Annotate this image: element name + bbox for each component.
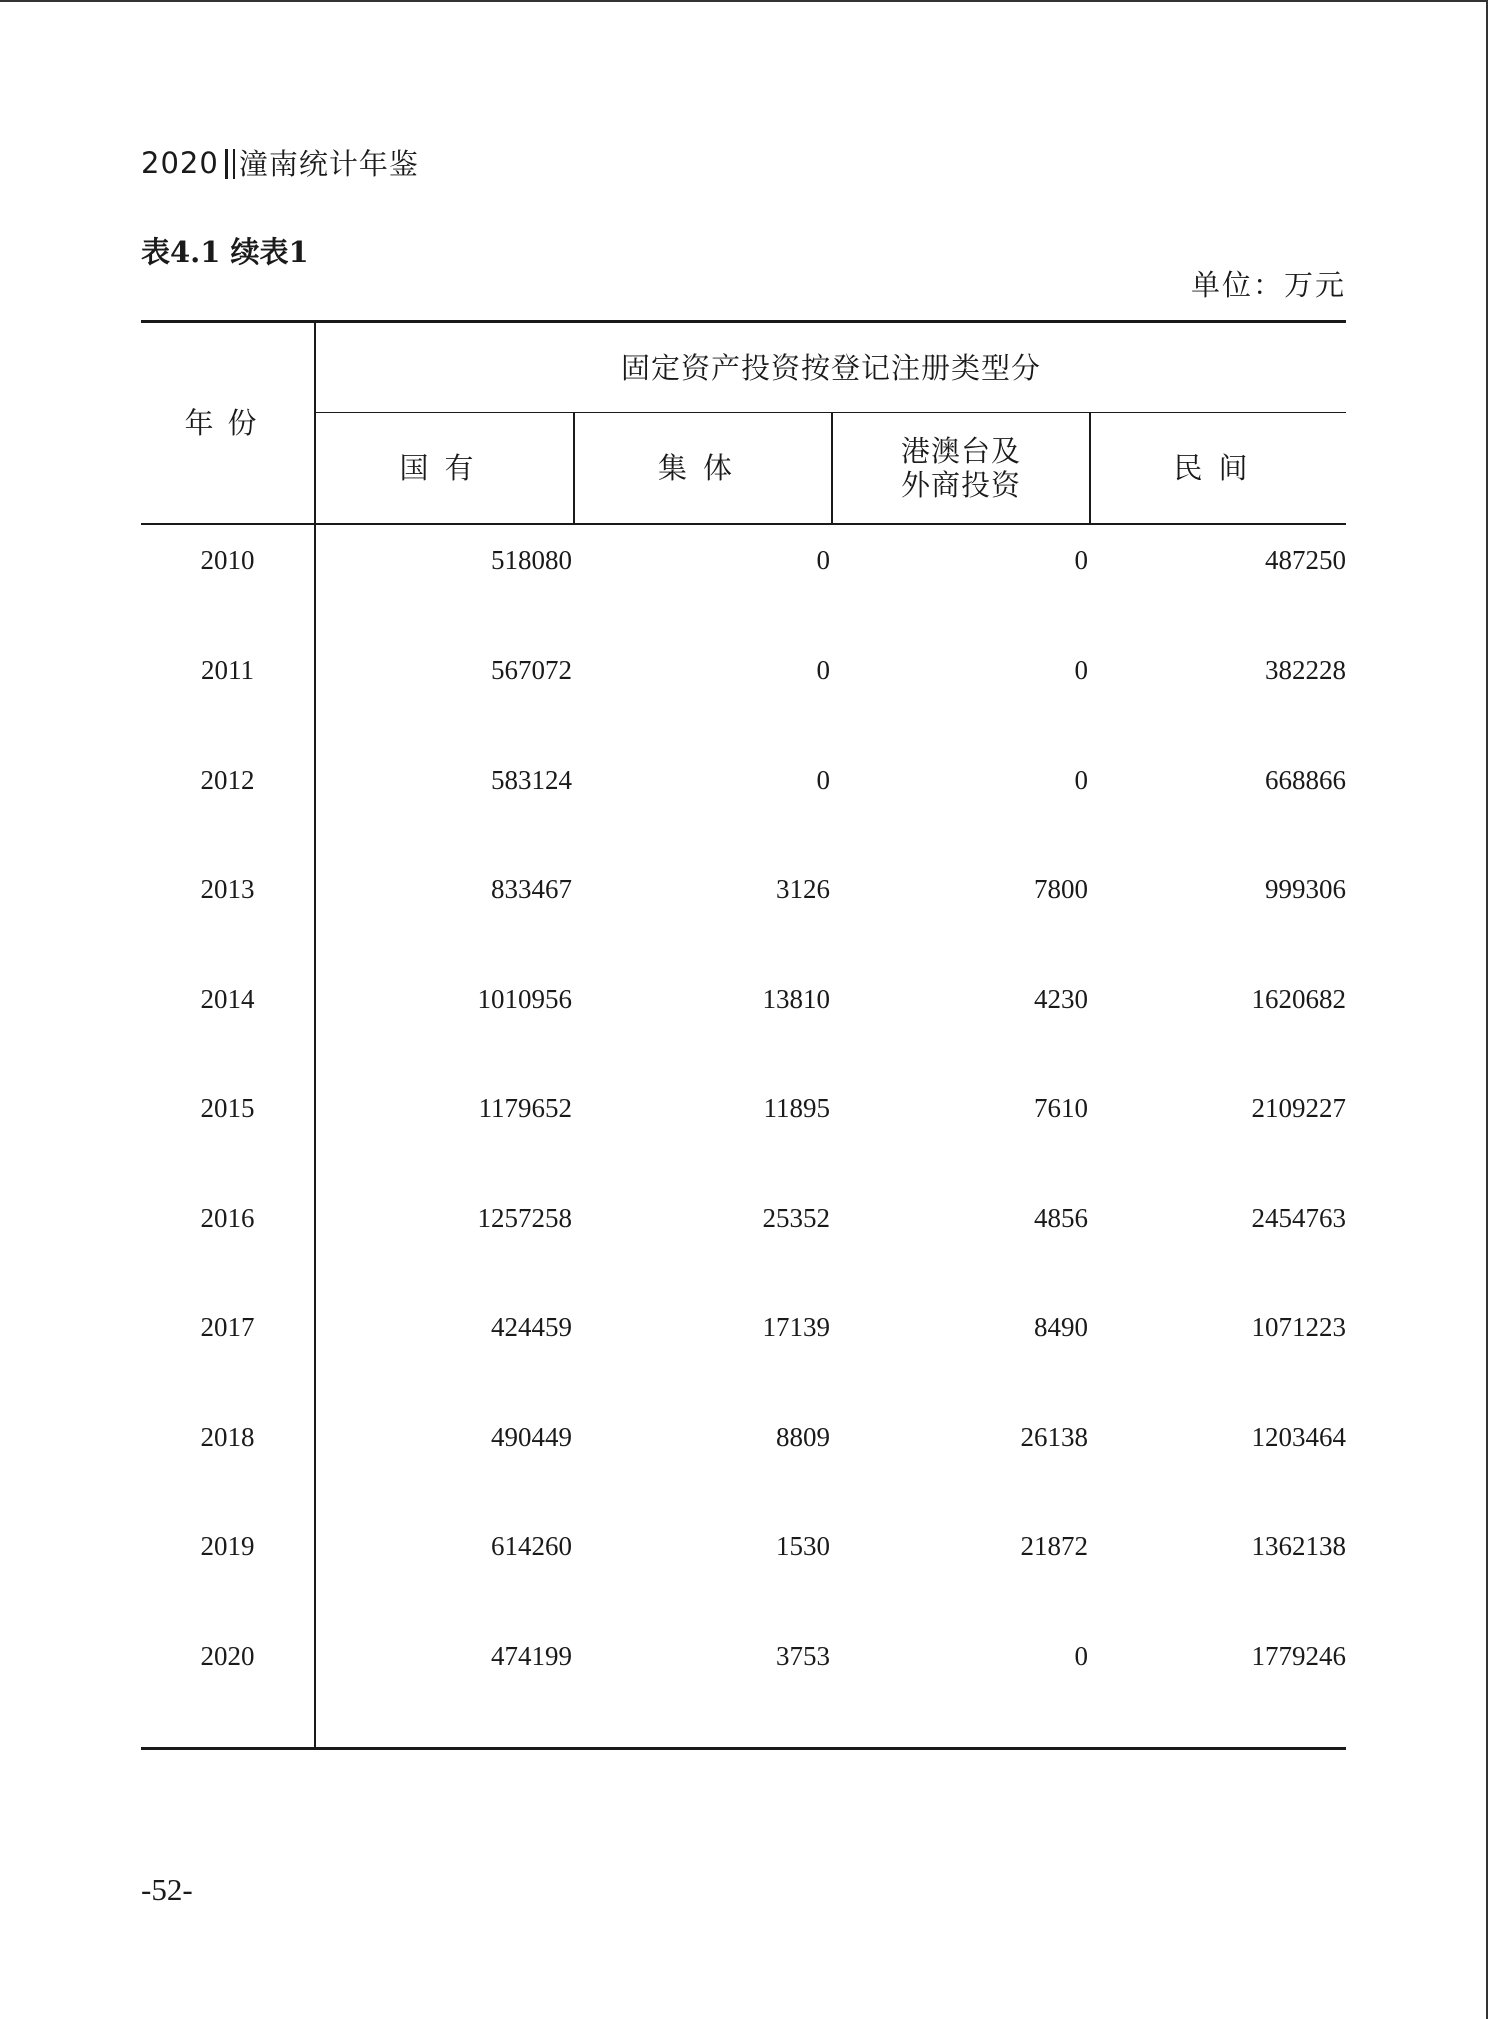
row-year: 2017	[200, 1312, 255, 1342]
group-header: 固定资产投资按登记注册类型分	[620, 350, 1041, 385]
cell-foreign: 21872	[1020, 1531, 1088, 1561]
cell-collective: 17139	[762, 1312, 830, 1342]
table-row	[141, 650, 1346, 690]
cell-private: 999306	[1265, 874, 1346, 904]
row-year: 2010	[200, 545, 255, 575]
cell-foreign: 7610	[1034, 1093, 1088, 1123]
table-row	[141, 1088, 1346, 1128]
cell-collective: 25352	[762, 1203, 830, 1233]
cell-collective: 0	[816, 545, 830, 575]
cell-collective: 13810	[762, 984, 830, 1014]
cell-private: 1362138	[1251, 1531, 1346, 1561]
cell-state-owned: 567072	[491, 655, 572, 685]
cell-collective: 0	[816, 655, 830, 685]
cell-private: 1620682	[1251, 984, 1346, 1014]
cell-private: 668866	[1265, 765, 1346, 795]
cell-foreign: 0	[1074, 765, 1088, 795]
cell-state-owned: 518080	[491, 545, 572, 575]
table-row	[141, 540, 1346, 580]
table-title: 表4.1 续表1	[141, 235, 309, 269]
cell-foreign: 4856	[1034, 1203, 1088, 1233]
cell-private: 487250	[1265, 545, 1346, 575]
column-header-collective: 集体	[657, 451, 748, 485]
cell-state-owned: 424459	[491, 1312, 572, 1342]
column-header-private: 民间	[1173, 451, 1264, 485]
cell-state-owned: 1179652	[478, 1093, 572, 1123]
year-header: 年份	[184, 406, 271, 440]
row-year: 2012	[200, 765, 255, 795]
cell-private: 382228	[1265, 655, 1346, 685]
cell-state-owned: 490449	[491, 1422, 572, 1452]
row-year: 2015	[200, 1093, 255, 1123]
running-head-year: 2020	[141, 145, 219, 180]
cell-foreign: 8490	[1034, 1312, 1088, 1342]
table-row	[141, 979, 1346, 1019]
table-header-rule	[141, 523, 1346, 525]
cell-state-owned: 833467	[491, 874, 572, 904]
table-row	[141, 869, 1346, 909]
cell-collective: 3753	[776, 1641, 830, 1671]
cell-state-owned: 583124	[491, 765, 572, 795]
table-row	[141, 1526, 1346, 1566]
table-row	[141, 1198, 1346, 1238]
column-header-state-owned: 国有	[399, 451, 490, 485]
double-bar-separator-icon	[225, 149, 235, 179]
cell-foreign: 0	[1074, 545, 1088, 575]
cell-foreign: 4230	[1034, 984, 1088, 1014]
unit-label: 单位：万元	[1190, 268, 1346, 302]
cell-state-owned: 1010956	[477, 984, 572, 1014]
cell-collective: 1530	[776, 1531, 830, 1561]
cell-collective: 8809	[776, 1422, 830, 1452]
row-year: 2020	[200, 1641, 255, 1671]
table-row	[141, 1417, 1346, 1457]
cell-collective: 0	[816, 765, 830, 795]
table-row	[141, 760, 1346, 800]
row-year: 2013	[200, 874, 255, 904]
running-head	[141, 142, 419, 183]
cell-private: 2109227	[1251, 1093, 1346, 1123]
column-header-foreign: 港澳台及 外商投资	[900, 434, 1021, 502]
cell-foreign: 0	[1074, 1641, 1088, 1671]
cell-private: 1779246	[1251, 1641, 1346, 1671]
row-year: 2019	[200, 1531, 255, 1561]
table-row	[141, 1636, 1346, 1676]
cell-private: 1071223	[1251, 1312, 1346, 1342]
table-bottom-rule	[141, 1747, 1346, 1750]
cell-foreign: 0	[1074, 655, 1088, 685]
page-number: -52-	[141, 1872, 193, 1907]
row-year: 2011	[201, 655, 254, 685]
cell-private: 2454763	[1251, 1203, 1346, 1233]
page-frame-top	[0, 0, 1488, 2]
row-year: 2018	[200, 1422, 255, 1452]
cell-collective: 3126	[776, 874, 830, 904]
row-year: 2016	[200, 1203, 255, 1233]
cell-state-owned: 1257258	[477, 1203, 572, 1233]
cell-collective: 11895	[763, 1093, 830, 1123]
cell-state-owned: 614260	[491, 1531, 572, 1561]
table-row	[141, 1307, 1346, 1347]
cell-state-owned: 474199	[491, 1641, 572, 1671]
cell-foreign: 7800	[1034, 874, 1088, 904]
cell-private: 1203464	[1251, 1422, 1346, 1452]
row-year: 2014	[200, 984, 255, 1014]
cell-foreign: 26138	[1020, 1422, 1088, 1452]
running-head-title: 潼南统计年鉴	[238, 147, 419, 181]
